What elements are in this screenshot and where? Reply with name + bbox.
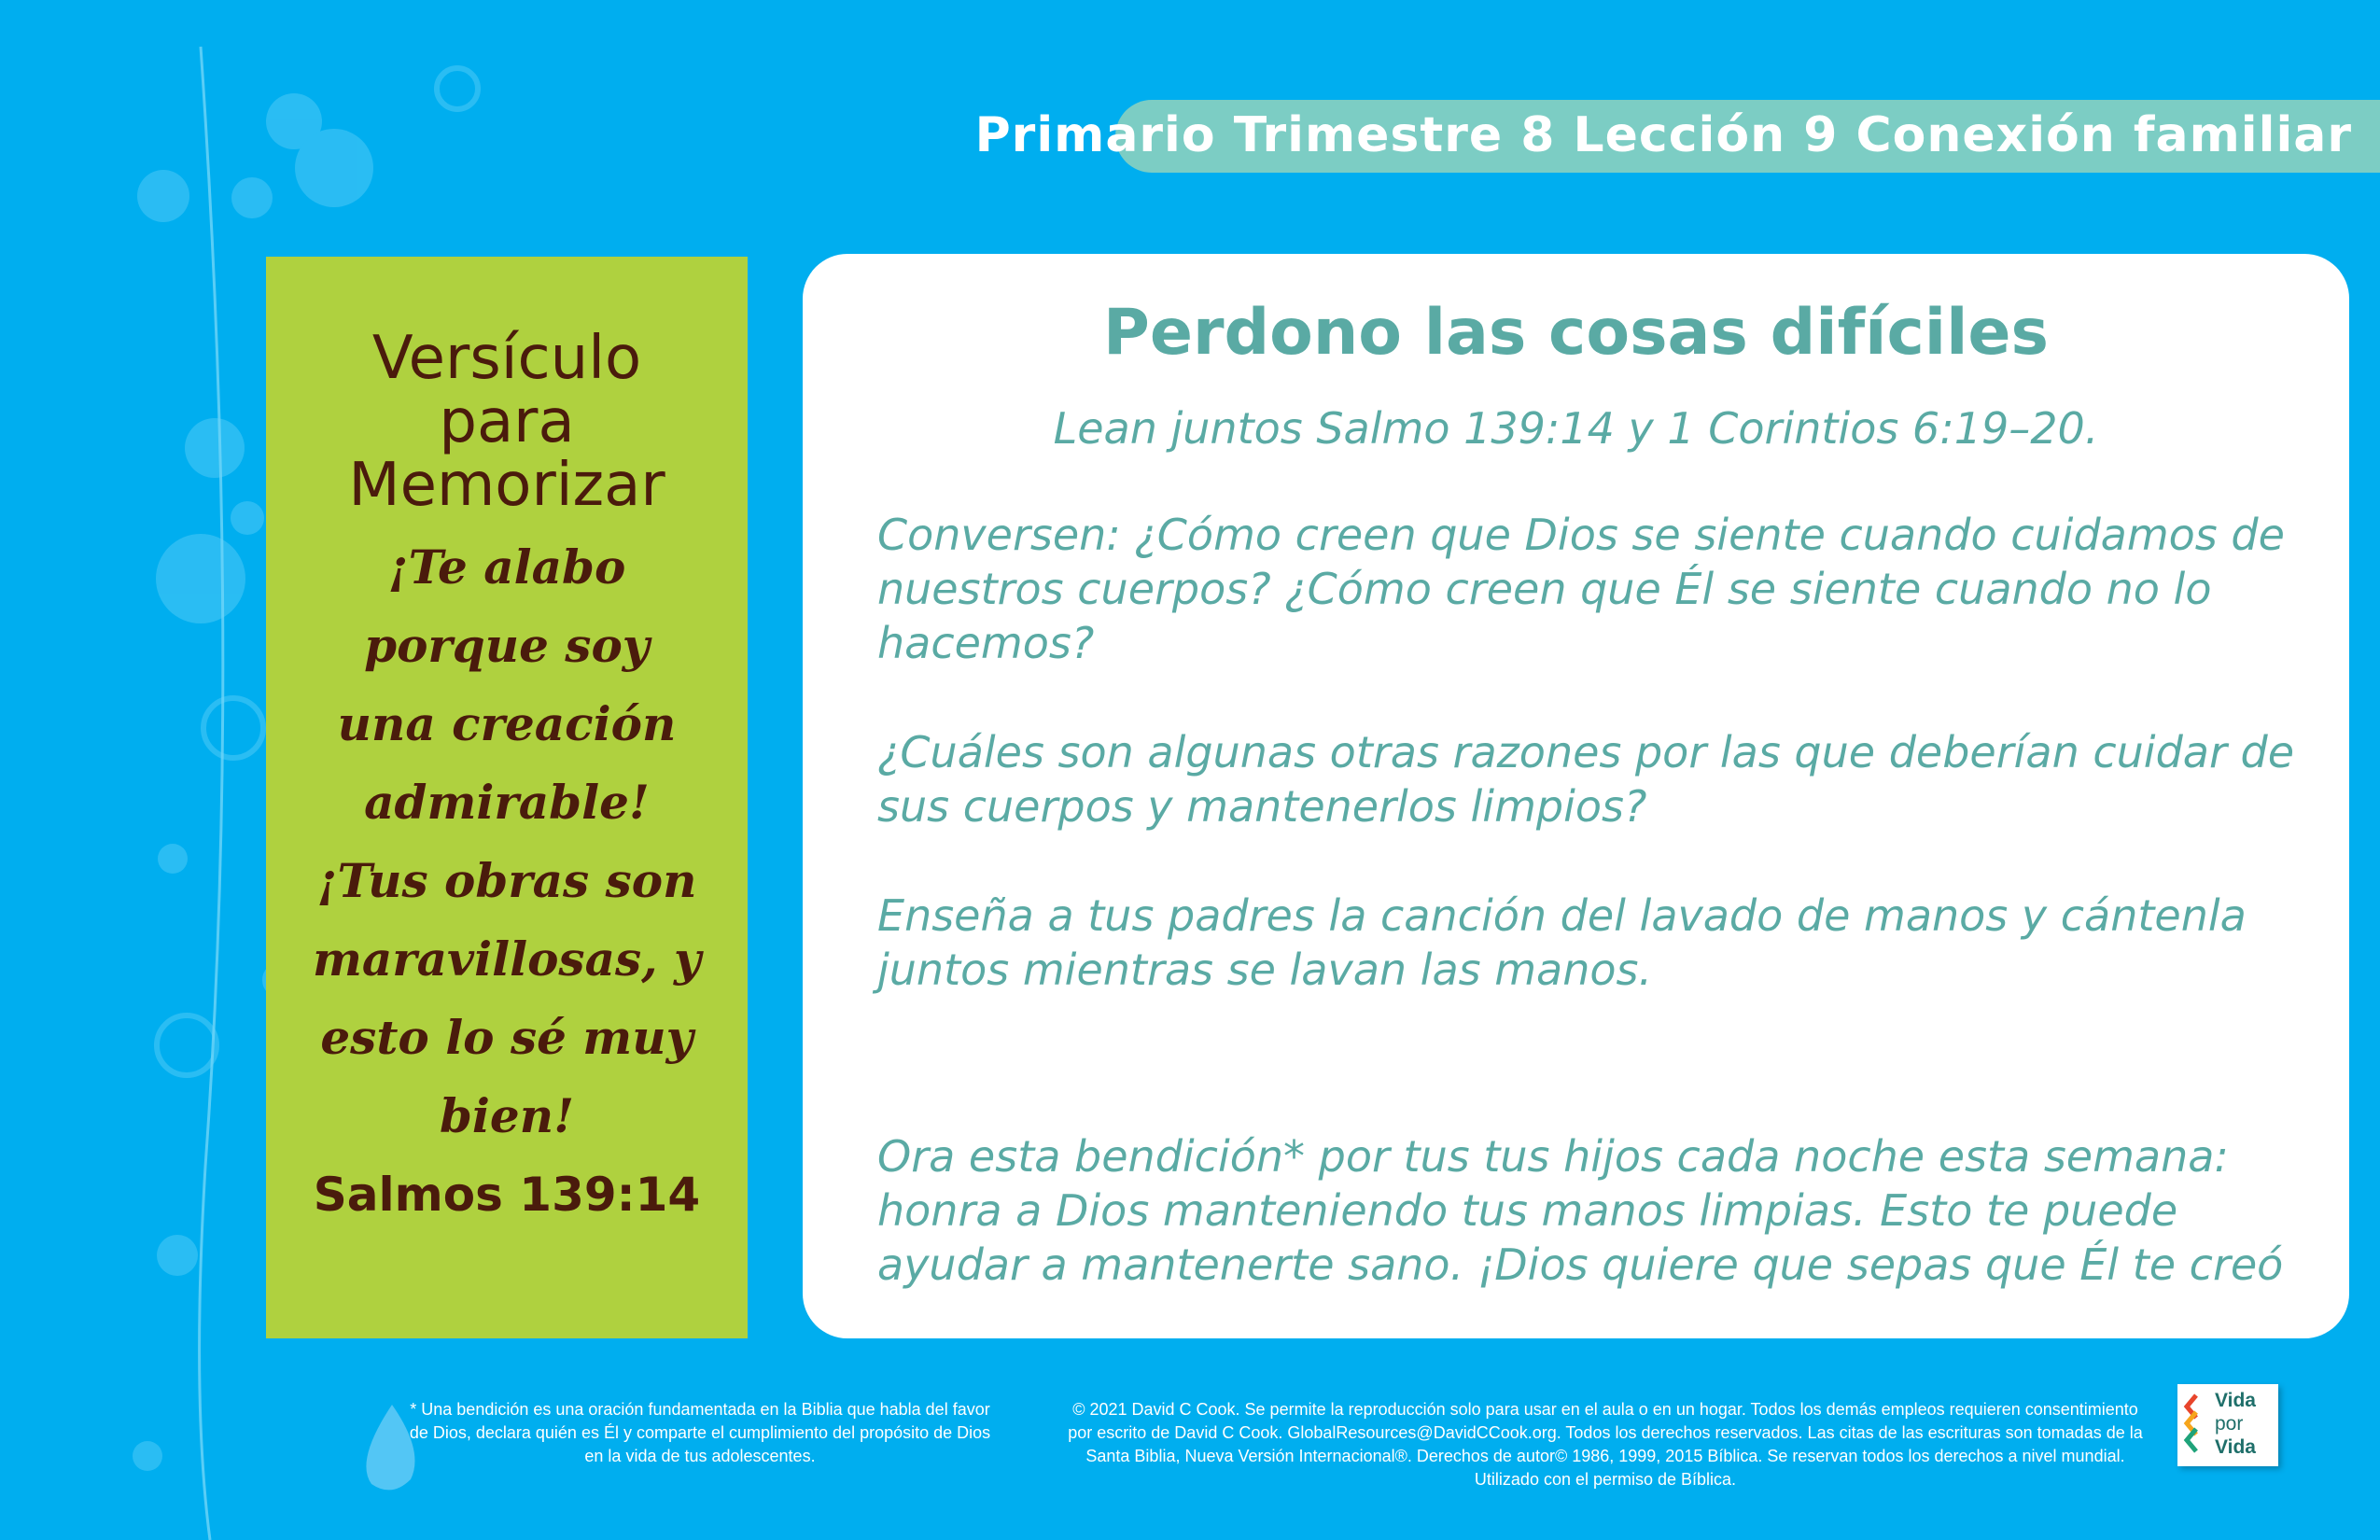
memory-verse-card: [266, 257, 748, 1338]
verse-line: admirable!: [364, 775, 650, 830]
memory-verse-text: [288, 528, 725, 1155]
question-paragraph: ¿Cuáles son algunas otras razones por las que deberían cuidar de sus cuerpos y mantenerlos limpios?: [877, 727, 2294, 832]
memory-heading-line: para: [439, 387, 575, 456]
verse-line: ¡Tus obras son: [316, 853, 697, 908]
scripture-reading: Lean juntos Salmo 139:14 y 1 Corintios 6:19–20.: [1053, 403, 2099, 454]
verse-line: maravillosas, y: [313, 931, 701, 987]
footnote: * Una bendición es una oración fundamentada en la Biblia que habla del favor de Dios, declara quién es Él y comparte el cumplimiento del propósito de Dios en la vida de tus adolescentes.: [409, 1400, 991, 1465]
verse-line: una creación: [337, 696, 677, 751]
blessing-paragraph: Ora esta bendición* por tus tus hijos cada noche esta semana: honra a Dios manteniendo tus manos limpias. Esto te puede ayudar a mantenerte sano. ¡Dios quiere que sepas que Él te creó: [877, 1131, 2284, 1290]
verse-line: bien!: [439, 1088, 575, 1143]
memory-heading-line: Versículo: [371, 324, 642, 393]
lesson-title: Perdono las cosas difíciles: [1103, 296, 2049, 370]
verse-line: ¡Te alabo: [387, 539, 626, 595]
lesson-card: [803, 254, 2349, 1338]
memory-verse-reference: Salmos 139:14: [313, 1168, 701, 1222]
logo-text-line: Vida: [2215, 1436, 2256, 1458]
verse-line: esto lo sé muy: [320, 1010, 693, 1065]
verse-line: porque soy: [364, 618, 650, 673]
memory-heading-line: Memorizar: [348, 451, 665, 520]
logo-text-line: por: [2215, 1413, 2244, 1435]
memory-verse-heading: [266, 324, 748, 520]
logo-text-line: Vida: [2215, 1390, 2256, 1411]
header-bar: [974, 100, 2380, 173]
discussion-paragraph: Conversen: ¿Cómo creen que Dios se siente cuando cuidamos de nuestros cuerpos? ¿Cómo creen que Él se siente cuando no lo hacemos?: [877, 510, 2285, 668]
song-paragraph: Enseña a tus padres la canción del lavado de manos y cántenla juntos mientras se lavan las manos.: [877, 890, 2247, 995]
page-title: Primario Trimestre 8 Lección 9 Conexión familiar: [974, 107, 2352, 163]
copyright-notice: © 2021 David C Cook. Se permite la reproducción solo para usar en el aula o en un hogar. Todos los demás empleos requieren consentimiento por escrito de David C Cook. GlobalResources@DavidCCook.org. Todos los derechos reservados. Las citas de las escrituras son tomadas de la Santa Biblia, Nueva Versión Internacional®. Derechos de autor© 1986, 1999, 2015 Bíblica. Se reservan todos los derechos a nivel mundial. Utilizado con el permiso de Bíblica.: [1068, 1400, 2143, 1489]
logo-mark-icon: [2183, 1393, 2211, 1459]
vida-por-vida-logo: [2177, 1384, 2278, 1466]
